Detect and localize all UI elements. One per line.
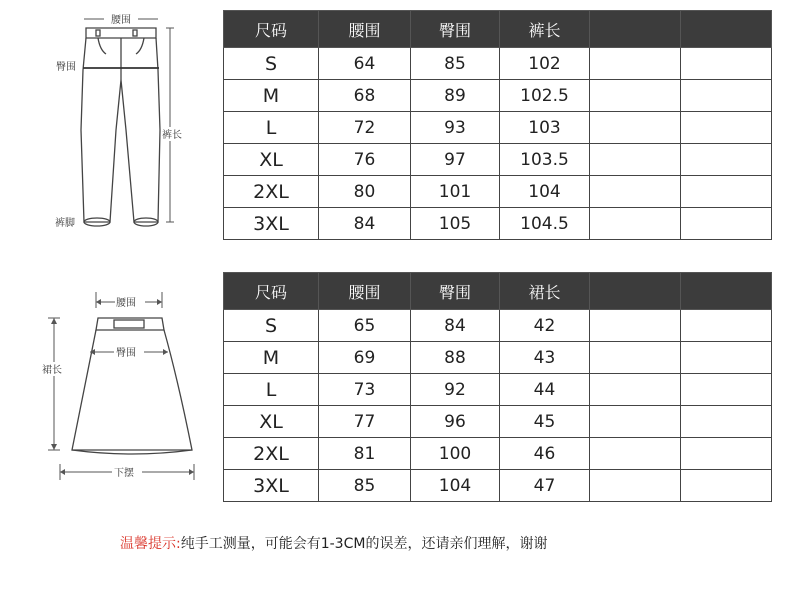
cell-empty: [681, 48, 772, 80]
cell-hip: 89: [411, 80, 500, 112]
header-hip: 臀围: [411, 11, 500, 48]
cell-waist: 80: [319, 176, 411, 208]
cell-waist: 77: [319, 406, 411, 438]
pants-size-table: [223, 10, 772, 240]
cell-length: 45: [500, 406, 590, 438]
cell-empty: [681, 406, 772, 438]
cell-waist: 64: [319, 48, 411, 80]
cell-length: 104.5: [500, 208, 590, 240]
table-row: [224, 374, 772, 406]
cell-empty: [590, 310, 681, 342]
cell-size: XL: [224, 406, 319, 438]
cell-waist: 68: [319, 80, 411, 112]
cell-hip: 85: [411, 48, 500, 80]
cell-empty: [681, 176, 772, 208]
pants-hem-label: 裤脚: [55, 218, 75, 229]
cell-hip: 93: [411, 112, 500, 144]
cell-size: L: [224, 374, 319, 406]
cell-size: 2XL: [224, 438, 319, 470]
cell-empty: [681, 144, 772, 176]
cell-empty: [590, 406, 681, 438]
header-length: 裙长: [500, 273, 590, 310]
cell-hip: 88: [411, 342, 500, 374]
cell-hip: 105: [411, 208, 500, 240]
cell-hip: 100: [411, 438, 500, 470]
table-row: [224, 80, 772, 112]
skirt-hip-label: 臀围: [116, 348, 136, 359]
table-row: [224, 310, 772, 342]
header-empty: [681, 273, 772, 310]
pants-hip-label: 臀围: [56, 62, 76, 73]
cell-empty: [681, 310, 772, 342]
header-empty: [590, 273, 681, 310]
cell-empty: [590, 208, 681, 240]
pants-outline-icon: [81, 28, 160, 226]
cell-length: 102: [500, 48, 590, 80]
cell-size: 3XL: [224, 208, 319, 240]
cell-empty: [590, 80, 681, 112]
cell-hip: 96: [411, 406, 500, 438]
cell-empty: [590, 470, 681, 502]
cell-size: 2XL: [224, 176, 319, 208]
header-size: 尺码: [224, 11, 319, 48]
pants-diagram: [50, 10, 200, 235]
header-empty: [590, 11, 681, 48]
cell-hip: 101: [411, 176, 500, 208]
table-header-row: [224, 11, 772, 48]
cell-empty: [590, 342, 681, 374]
cell-size: M: [224, 342, 319, 374]
header-waist: 腰围: [319, 11, 411, 48]
cell-length: 102.5: [500, 80, 590, 112]
skirt-length-label: 裙长: [42, 365, 62, 376]
cell-waist: 72: [319, 112, 411, 144]
table-row: [224, 144, 772, 176]
cell-empty: [590, 374, 681, 406]
skirt-diagram: [38, 290, 208, 490]
table-row: [224, 470, 772, 502]
header-waist: 腰围: [319, 273, 411, 310]
cell-empty: [590, 176, 681, 208]
cell-length: 47: [500, 470, 590, 502]
cell-empty: [681, 342, 772, 374]
header-length: 裤长: [500, 11, 590, 48]
table-row: [224, 406, 772, 438]
table-row: [224, 342, 772, 374]
cell-empty: [681, 374, 772, 406]
cell-length: 43: [500, 342, 590, 374]
cell-waist: 81: [319, 438, 411, 470]
cell-empty: [681, 112, 772, 144]
notice-text: 纯手工测量，可能会有1-3CM的误差，还请亲们理解，谢谢: [180, 536, 548, 552]
cell-length: 104: [500, 176, 590, 208]
cell-waist: 85: [319, 470, 411, 502]
cell-size: 3XL: [224, 470, 319, 502]
table-row: [224, 438, 772, 470]
cell-empty: [590, 48, 681, 80]
cell-waist: 84: [319, 208, 411, 240]
header-hip: 臀围: [411, 273, 500, 310]
cell-hip: 104: [411, 470, 500, 502]
cell-length: 44: [500, 374, 590, 406]
cell-empty: [681, 80, 772, 112]
cell-length: 103.5: [500, 144, 590, 176]
cell-empty: [590, 112, 681, 144]
table-row: [224, 112, 772, 144]
skirt-hem-label: 下摆: [114, 468, 134, 479]
cell-hip: 92: [411, 374, 500, 406]
cell-length: 46: [500, 438, 590, 470]
cell-length: 103: [500, 112, 590, 144]
cell-size: XL: [224, 144, 319, 176]
cell-empty: [681, 470, 772, 502]
table-row: [224, 48, 772, 80]
cell-length: 42: [500, 310, 590, 342]
header-size: 尺码: [224, 273, 319, 310]
skirt-waist-label: 腰围: [116, 298, 136, 309]
header-empty: [681, 11, 772, 48]
skirt-size-table: [223, 272, 772, 502]
notice-label: 温馨提示:: [120, 536, 181, 552]
cell-size: M: [224, 80, 319, 112]
cell-waist: 65: [319, 310, 411, 342]
pants-waist-label: 腰围: [111, 15, 131, 26]
measurement-notice: [120, 533, 547, 553]
cell-size: L: [224, 112, 319, 144]
pants-length-label: 裤长: [162, 130, 182, 141]
table-row: [224, 208, 772, 240]
cell-waist: 69: [319, 342, 411, 374]
table-row: [224, 176, 772, 208]
cell-size: S: [224, 48, 319, 80]
cell-empty: [681, 208, 772, 240]
cell-hip: 97: [411, 144, 500, 176]
cell-empty: [590, 438, 681, 470]
table-header-row: [224, 273, 772, 310]
cell-hip: 84: [411, 310, 500, 342]
cell-waist: 73: [319, 374, 411, 406]
cell-waist: 76: [319, 144, 411, 176]
cell-empty: [681, 438, 772, 470]
cell-size: S: [224, 310, 319, 342]
cell-empty: [590, 144, 681, 176]
skirt-outline-icon: [72, 318, 192, 454]
